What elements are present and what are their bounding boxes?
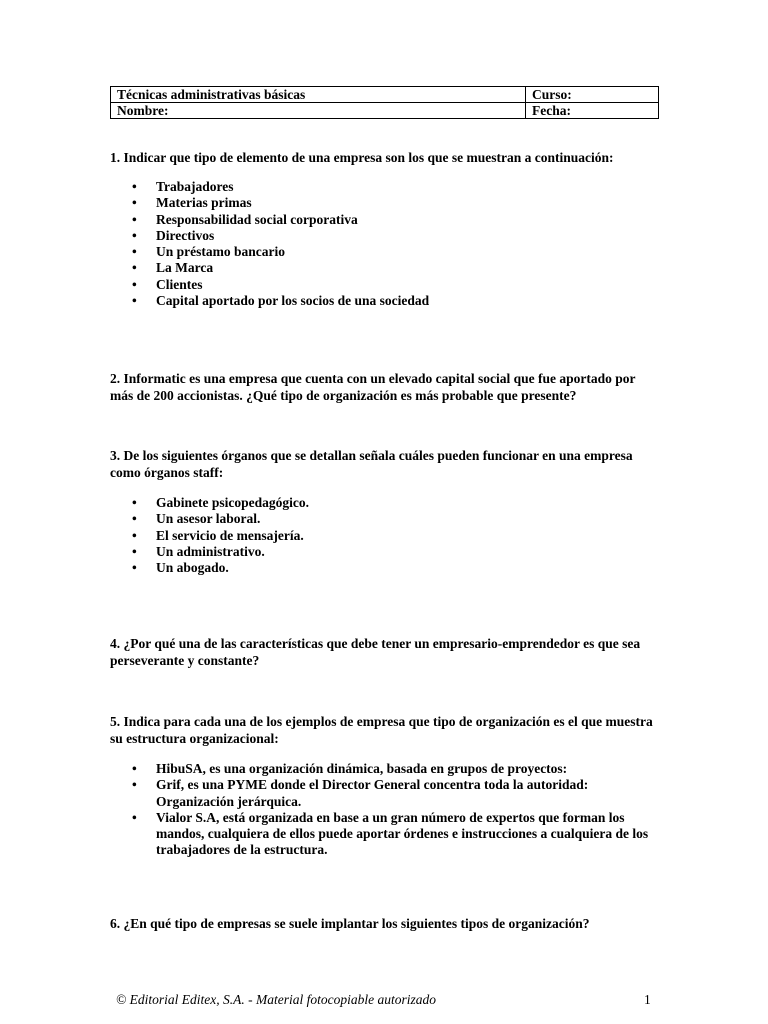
list-item: [110, 810, 660, 859]
bullet-icon: •: [132, 260, 137, 276]
question-2: 2. Informatic es una empresa que cuenta con un elevado capital social que fue aportado por más de 200 accionistas. ¿Qué tipo de organización es más probable que presente?: [110, 371, 636, 403]
list-item: [110, 228, 660, 244]
list-item-text: Un abogado.: [156, 560, 229, 576]
question-4: 4. ¿Por qué una de las características que debe tener un empresario-emprendedor es que sea perseverante y constante?: [110, 636, 641, 668]
list-item: [110, 777, 660, 810]
list-item: [110, 560, 660, 576]
bullet-icon: •: [132, 777, 137, 793]
list-item-text: Directivos: [156, 227, 215, 243]
date-cell: Fecha:: [526, 103, 659, 119]
list-item: [110, 260, 660, 276]
list-item-text: El servicio de mensajería.: [156, 527, 304, 543]
footer-copyright: © Editorial Editex, S.A. - Material fotocopiable autorizado: [116, 992, 436, 1007]
bullet-icon: •: [132, 560, 137, 576]
question-3-list: [110, 495, 660, 576]
list-item-text: HibuSA, es una organización dinámica, basada en grupos de proyectos:: [156, 761, 568, 776]
course-cell: Curso:: [526, 87, 659, 103]
bullet-icon: •: [132, 244, 137, 260]
list-item-text: Un préstamo bancario: [156, 244, 285, 260]
question-1: 1. Indicar que tipo de elemento de una empresa son los que se muestran a continuación:: [110, 150, 614, 165]
list-item: [110, 761, 660, 777]
list-item: [110, 495, 660, 511]
question-3: 3. De los siguientes órganos que se detallan señala cuáles pueden funcionar en una empresa como órganos staff:: [110, 448, 633, 480]
bullet-icon: •: [132, 179, 137, 194]
list-item: [110, 244, 660, 260]
list-item-text: Un administrativo.: [156, 543, 265, 559]
page-number: 1: [644, 992, 651, 1007]
bullet-icon: •: [132, 211, 137, 227]
list-item-text: Un asesor laboral.: [156, 511, 261, 527]
list-item-text: Grif, es una PYME donde el Director General concentra toda la autoridad: Organización jerárquica.: [156, 777, 589, 809]
list-item: [110, 544, 660, 560]
list-item-text: La Marca: [156, 260, 214, 276]
question-5-list: [110, 761, 660, 859]
list-item: [110, 511, 660, 527]
list-item-text: Trabajadores: [156, 179, 234, 194]
bullet-icon: •: [132, 527, 137, 543]
list-item-text: Gabinete psicopedagógico.: [156, 495, 310, 510]
list-item: [110, 195, 660, 211]
list-item: [110, 179, 660, 195]
bullet-icon: •: [132, 276, 137, 292]
question-6: 6. ¿En qué tipo de empresas se suele implantar los siguientes tipos de organización?: [110, 916, 590, 931]
bullet-icon: •: [132, 227, 137, 243]
bullet-icon: •: [132, 809, 137, 825]
list-item: [110, 293, 660, 309]
header-table: [110, 86, 659, 119]
list-item-text: Capital aportado por los socios de una sociedad: [156, 293, 430, 309]
list-item-text: Materias primas: [156, 195, 252, 211]
bullet-icon: •: [132, 195, 137, 211]
bullet-icon: •: [132, 495, 137, 510]
question-5: 5. Indica para cada una de los ejemplos de empresa que tipo de organización es el que muestra su estructura organizacional:: [110, 714, 653, 746]
name-cell: Nombre:: [111, 103, 526, 119]
bullet-icon: •: [132, 761, 137, 776]
subject-cell: Técnicas administrativas básicas: [111, 87, 526, 103]
list-item: [110, 277, 660, 293]
bullet-icon: •: [132, 543, 137, 559]
list-item: [110, 528, 660, 544]
list-item-text: Clientes: [156, 276, 203, 292]
list-item-text: Vialor S.A, está organizada en base a un gran número de expertos que forman los mandos, cualquiera de ellos puede aportar órdenes e instrucciones a cualquiera de los trabajadores de la estructura.: [156, 809, 649, 858]
question-1-list: [110, 179, 660, 309]
bullet-icon: •: [132, 511, 137, 527]
list-item: [110, 212, 660, 228]
bullet-icon: •: [132, 293, 137, 309]
list-item-text: Responsabilidad social corporativa: [156, 211, 358, 227]
